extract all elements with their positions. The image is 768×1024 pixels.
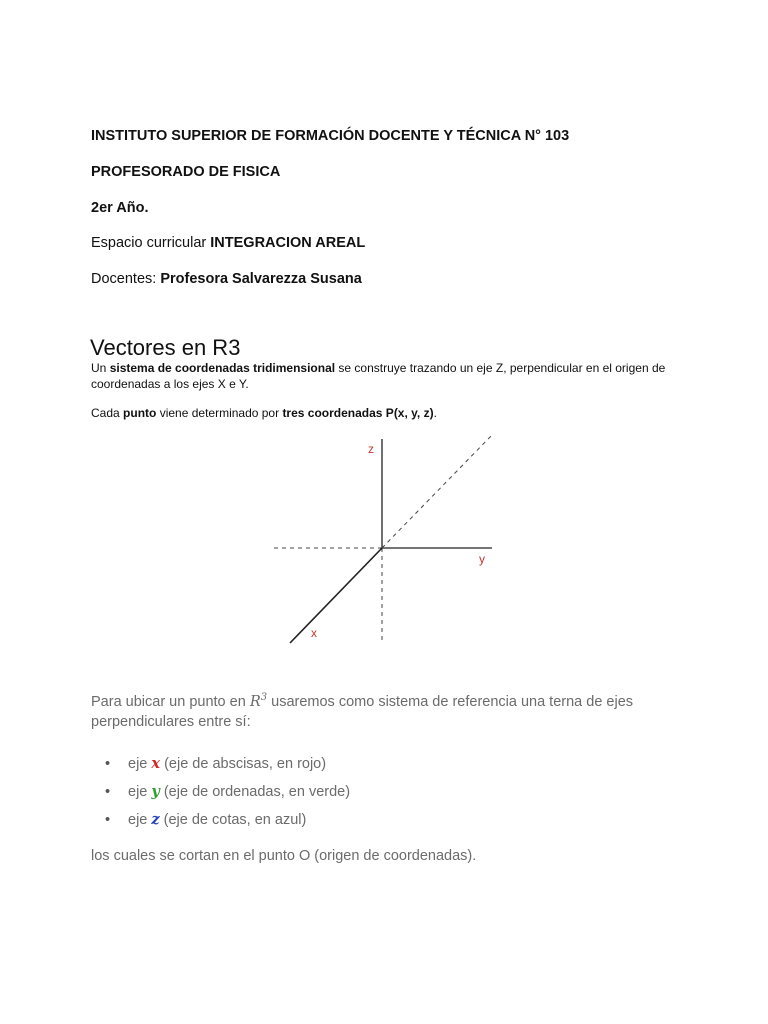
point-bold-1: punto [123, 406, 157, 420]
subject-prefix: Espacio curricular [91, 235, 211, 251]
x-axis-dashed [382, 435, 492, 548]
intro-paragraph [91, 360, 691, 392]
point-pre: Cada [91, 406, 124, 420]
section-title: Vectores en R3 [90, 335, 241, 360]
axis-var-z: z [151, 811, 160, 828]
year-heading: 2er Año. [91, 200, 149, 216]
closing-paragraph: los cuales se cortan en el punto O (origen de coordenadas). [91, 848, 477, 864]
bullet-icon: • [105, 812, 111, 828]
institute-heading: INSTITUTO SUPERIOR DE FORMACIÓN DOCENTE Y TÉCNICA N° 103 [91, 128, 570, 144]
point-bold-2: tres coordenadas P(x, y, z) [282, 406, 434, 420]
y-axis-label: y [479, 552, 485, 566]
axis-var-y: y [151, 783, 160, 800]
teachers-separator: : [152, 271, 161, 287]
teachers-prefix: Docentes [91, 271, 153, 287]
explanation-pre: Para ubicar un punto en [91, 693, 250, 710]
teachers-name: Profesora Salvarezza Susana [160, 271, 362, 287]
point-paragraph [91, 405, 437, 421]
bullet-icon: • [105, 756, 111, 772]
list-item: • eje y (eje de ordenadas, en verde) [91, 778, 350, 806]
list-item: • eje z (eje de cotas, en azul) [91, 806, 350, 834]
bullet-icon: • [105, 784, 111, 800]
explanation-post: usaremos como sistema de referencia una terna de ejes perpendiculares entre sí: [91, 693, 634, 730]
r3-symbol: $R^3$ [249, 692, 268, 710]
point-mid: viene determinado por [156, 406, 283, 420]
intro-bold: sistema de coordenadas tridimensional [109, 361, 336, 375]
axis-var-x: x [151, 755, 161, 772]
axes-list [91, 750, 350, 834]
point-post: . [433, 406, 437, 420]
coordinate-axes-diagram [260, 425, 520, 655]
list-item: • eje x (eje de abscisas, en rojo) [91, 750, 350, 778]
z-axis-label: z [368, 442, 374, 456]
intro-post: se construye trazando un eje Z, perpendicular en el origen de coordenadas a los ejes X e Y. [91, 361, 666, 391]
subject-name: INTEGRACION AREAL [210, 235, 366, 251]
teachers-heading [91, 271, 362, 287]
intro-pre: Un [91, 361, 110, 375]
subject-heading [91, 235, 365, 251]
program-heading: PROFESORADO DE FISICA [91, 164, 281, 180]
x-axis-label: x [311, 626, 317, 640]
explanation-paragraph [91, 688, 691, 732]
x-axis-line [290, 548, 382, 643]
